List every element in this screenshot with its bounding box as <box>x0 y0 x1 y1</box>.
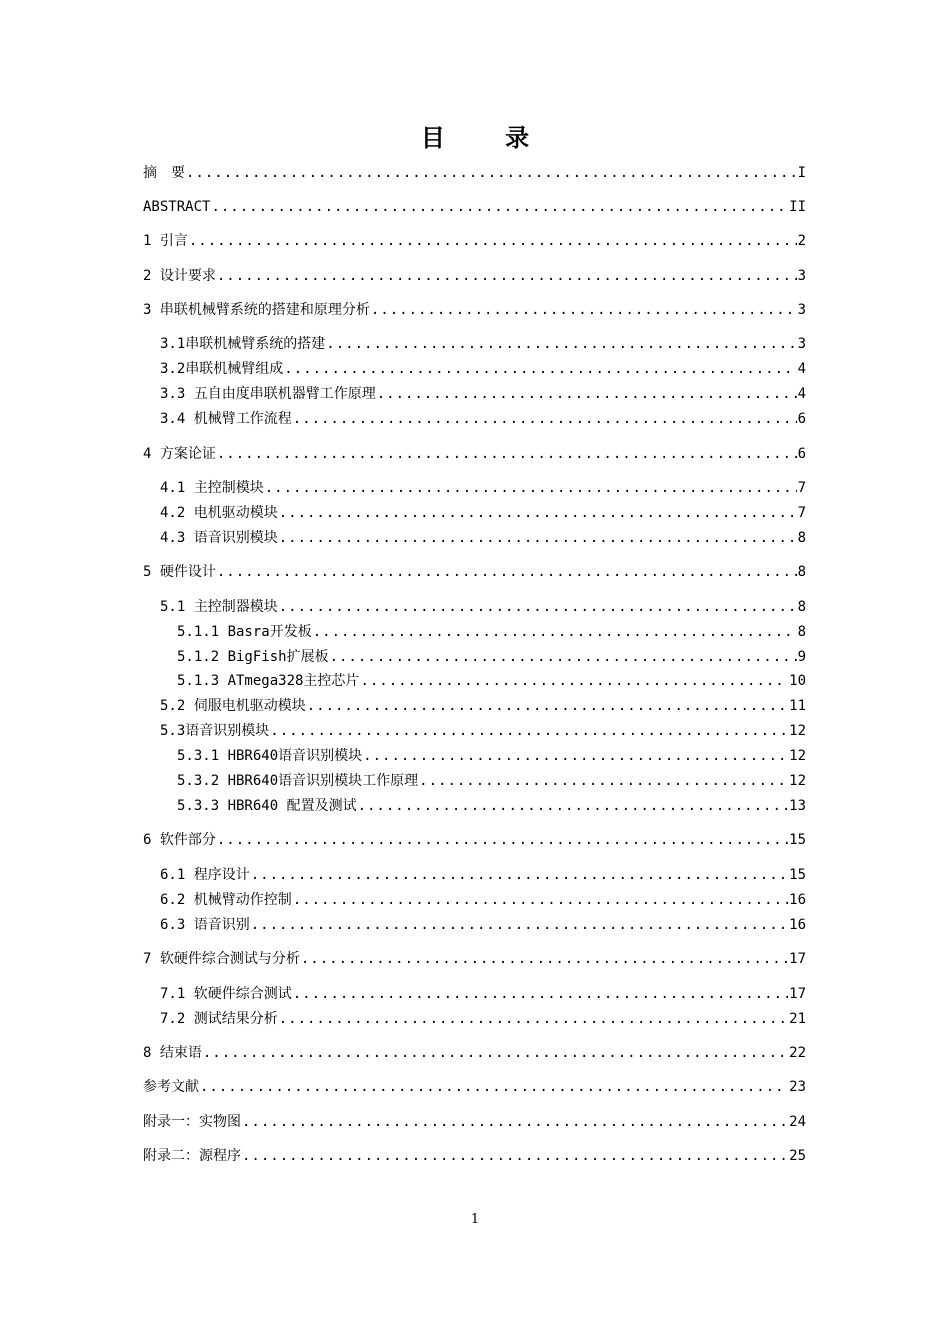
leader-dots <box>211 198 788 216</box>
leader-dots <box>242 1147 788 1165</box>
toc-entry-text: 3.3 五自由度串联机器臂工作原理 <box>160 386 376 402</box>
leader-dots <box>270 722 788 740</box>
toc-entry[interactable] <box>177 768 806 790</box>
toc-entry[interactable] <box>143 228 806 250</box>
toc-entry[interactable] <box>160 381 806 403</box>
leader-dots <box>279 529 797 547</box>
toc-entry-text: 5.3语音识别模块 <box>160 723 270 739</box>
toc-entry[interactable] <box>160 406 806 428</box>
leader-dots <box>203 1044 788 1062</box>
toc-entry-page: 7 <box>797 505 806 521</box>
leader-dots <box>377 385 797 403</box>
toc-entry-text: 4.3 语音识别模块 <box>160 530 278 546</box>
toc-entry[interactable] <box>160 718 806 740</box>
toc-entry[interactable] <box>160 1006 806 1028</box>
leader-dots <box>279 504 797 522</box>
toc-entry-page: 10 <box>789 673 806 689</box>
toc-entry-text: 8 结束语 <box>143 1045 202 1061</box>
toc-entry[interactable] <box>160 331 806 353</box>
toc-entry-page: 3 <box>797 268 806 284</box>
toc-entry-page: I <box>797 165 806 181</box>
toc-entry-text: 5.1.1 Basra开发板 <box>177 624 312 640</box>
toc-entry-text: 3 串联机械臂系统的搭建和原理分析 <box>143 302 370 318</box>
toc-entry-page: 22 <box>789 1045 806 1061</box>
leader-dots <box>217 445 797 463</box>
toc-entry[interactable] <box>143 160 806 182</box>
toc-entry-page: 17 <box>789 986 806 1002</box>
toc-entry-page: 24 <box>789 1114 806 1130</box>
toc-entry-page: 4 <box>797 386 806 402</box>
leader-dots <box>217 831 788 849</box>
toc-entry-page: 2 <box>797 233 806 249</box>
toc-entry-text: 附录一：实物图 <box>143 1114 241 1130</box>
leader-dots <box>293 891 788 909</box>
toc-entry[interactable] <box>160 912 806 934</box>
toc-entry[interactable] <box>160 862 806 884</box>
toc-entry-page: 23 <box>789 1079 806 1095</box>
toc-entry-page: II <box>789 199 806 215</box>
leader-dots <box>371 301 797 319</box>
toc-entry-text: 7.1 软硬件综合测试 <box>160 986 292 1002</box>
leader-dots <box>301 950 788 968</box>
toc-entry-page: 3 <box>797 302 806 318</box>
toc-entry-text: 5.3.2 HBR640语音识别模块工作原理 <box>177 773 419 789</box>
toc-entry-page: 8 <box>797 564 806 580</box>
toc-entry-text: 3.1串联机械臂系统的搭建 <box>160 336 326 352</box>
toc-entry-text: 摘 要 <box>143 165 185 181</box>
leader-dots <box>251 866 788 884</box>
toc-entry-page: 15 <box>789 867 806 883</box>
toc-entry[interactable] <box>143 1074 806 1096</box>
leader-dots <box>307 697 788 715</box>
leader-dots <box>186 164 797 182</box>
toc-entry-page: 6 <box>797 411 806 427</box>
toc-entry[interactable] <box>160 887 806 909</box>
toc-entry-page: 8 <box>797 530 806 546</box>
toc-entry[interactable] <box>160 693 806 715</box>
toc-title: 目 录 <box>420 124 556 152</box>
toc-entry-text: 5.1 主控制器模块 <box>160 599 278 615</box>
leader-dots <box>293 985 788 1003</box>
toc-entry-page: 21 <box>789 1011 806 1027</box>
toc-entry-text: 6 软件部分 <box>143 832 216 848</box>
toc-entry-page: 8 <box>797 599 806 615</box>
toc-entry-page: 9 <box>797 649 806 665</box>
toc-entry[interactable] <box>160 981 806 1003</box>
toc-entry-page: 12 <box>789 723 806 739</box>
toc-entry[interactable] <box>143 194 806 216</box>
toc-entry-page: 11 <box>789 698 806 714</box>
toc-entry-text: 6.1 程序设计 <box>160 867 250 883</box>
leader-dots <box>363 747 788 765</box>
toc-entry-text: 7.2 测试结果分析 <box>160 1011 278 1027</box>
toc-entry-text: 5 硬件设计 <box>143 564 216 580</box>
toc-entry[interactable] <box>143 1109 806 1131</box>
toc-entry[interactable] <box>160 356 806 378</box>
toc-entry[interactable] <box>143 263 806 285</box>
leader-dots <box>360 672 788 690</box>
toc-entry[interactable] <box>160 475 806 497</box>
toc-entry[interactable] <box>177 793 806 815</box>
toc-entry-page: 7 <box>797 480 806 496</box>
page-number: 1 <box>470 1212 480 1227</box>
leader-dots <box>279 598 797 616</box>
leader-dots <box>284 360 796 378</box>
toc-entry[interactable] <box>143 827 806 849</box>
toc-entry[interactable] <box>177 644 806 666</box>
toc-entry-text: 5.3.1 HBR640语音识别模块 <box>177 748 363 764</box>
leader-dots <box>217 267 797 285</box>
toc-entry[interactable] <box>143 441 806 463</box>
leader-dots <box>279 1010 788 1028</box>
toc-entry-page: 12 <box>789 748 806 764</box>
toc-entry-page: 16 <box>789 917 806 933</box>
leader-dots <box>265 479 797 497</box>
leader-dots <box>217 563 797 581</box>
leader-dots <box>419 772 788 790</box>
toc-entry-page: 8 <box>797 624 806 640</box>
toc-entry-text: 5.3.3 HBR640 配置及测试 <box>177 798 357 814</box>
leader-dots <box>358 797 789 815</box>
toc-entry-page: 17 <box>789 951 806 967</box>
toc-entry-text: 5.1.3 ATmega328主控芯片 <box>177 673 360 689</box>
toc-entry-text: 附录二：源程序 <box>143 1148 241 1164</box>
toc-entry[interactable] <box>177 743 806 765</box>
toc-entry-page: 13 <box>789 798 806 814</box>
toc-entry[interactable] <box>160 500 806 522</box>
toc-entry-page: 15 <box>789 832 806 848</box>
leader-dots <box>313 623 797 641</box>
leader-dots <box>251 916 788 934</box>
leader-dots <box>326 335 796 353</box>
toc-entry[interactable] <box>177 668 806 690</box>
toc-entry[interactable] <box>160 525 806 547</box>
toc-entry-text: 5.1.2 BigFish扩展板 <box>177 649 329 665</box>
toc-entry-page: 6 <box>797 446 806 462</box>
leader-dots <box>293 410 797 428</box>
leader-dots <box>200 1078 788 1096</box>
toc-entry-text: 5.2 伺服电机驱动模块 <box>160 698 306 714</box>
toc-entry-page: 16 <box>789 892 806 908</box>
toc-entry[interactable] <box>177 619 806 641</box>
toc-entry[interactable] <box>143 559 806 581</box>
toc-entry[interactable] <box>143 1143 806 1165</box>
toc-entry-text: 6.3 语音识别 <box>160 917 250 933</box>
toc-entry-page: 12 <box>789 773 806 789</box>
toc-entry-text: 3.4 机械臂工作流程 <box>160 411 292 427</box>
toc-entry[interactable] <box>143 297 806 319</box>
toc-entry-page: 3 <box>797 336 806 352</box>
leader-dots <box>242 1113 788 1131</box>
toc-entry-text: 参考文献 <box>143 1079 199 1095</box>
toc-entry-page: 25 <box>789 1148 806 1164</box>
toc-entry-page: 4 <box>797 361 806 377</box>
toc-entry-text: 7 软硬件综合测试与分析 <box>143 951 300 967</box>
toc-entry-text: 4 方案论证 <box>143 446 216 462</box>
toc-entry-text: 1 引言 <box>143 233 188 249</box>
toc-entry-text: 4.1 主控制模块 <box>160 480 264 496</box>
toc-entry-text: 4.2 电机驱动模块 <box>160 505 278 521</box>
leader-dots <box>189 232 797 250</box>
toc-entry-text: 2 设计要求 <box>143 268 216 284</box>
toc-entry-text: 3.2串联机械臂组成 <box>160 361 284 377</box>
toc-entry-text: ABSTRACT <box>143 199 211 215</box>
toc-entry[interactable] <box>143 946 806 968</box>
toc-entry[interactable] <box>160 594 806 616</box>
leader-dots <box>330 648 797 666</box>
toc-entry-text: 6.2 机械臂动作控制 <box>160 892 292 908</box>
toc-entry[interactable] <box>143 1040 806 1062</box>
